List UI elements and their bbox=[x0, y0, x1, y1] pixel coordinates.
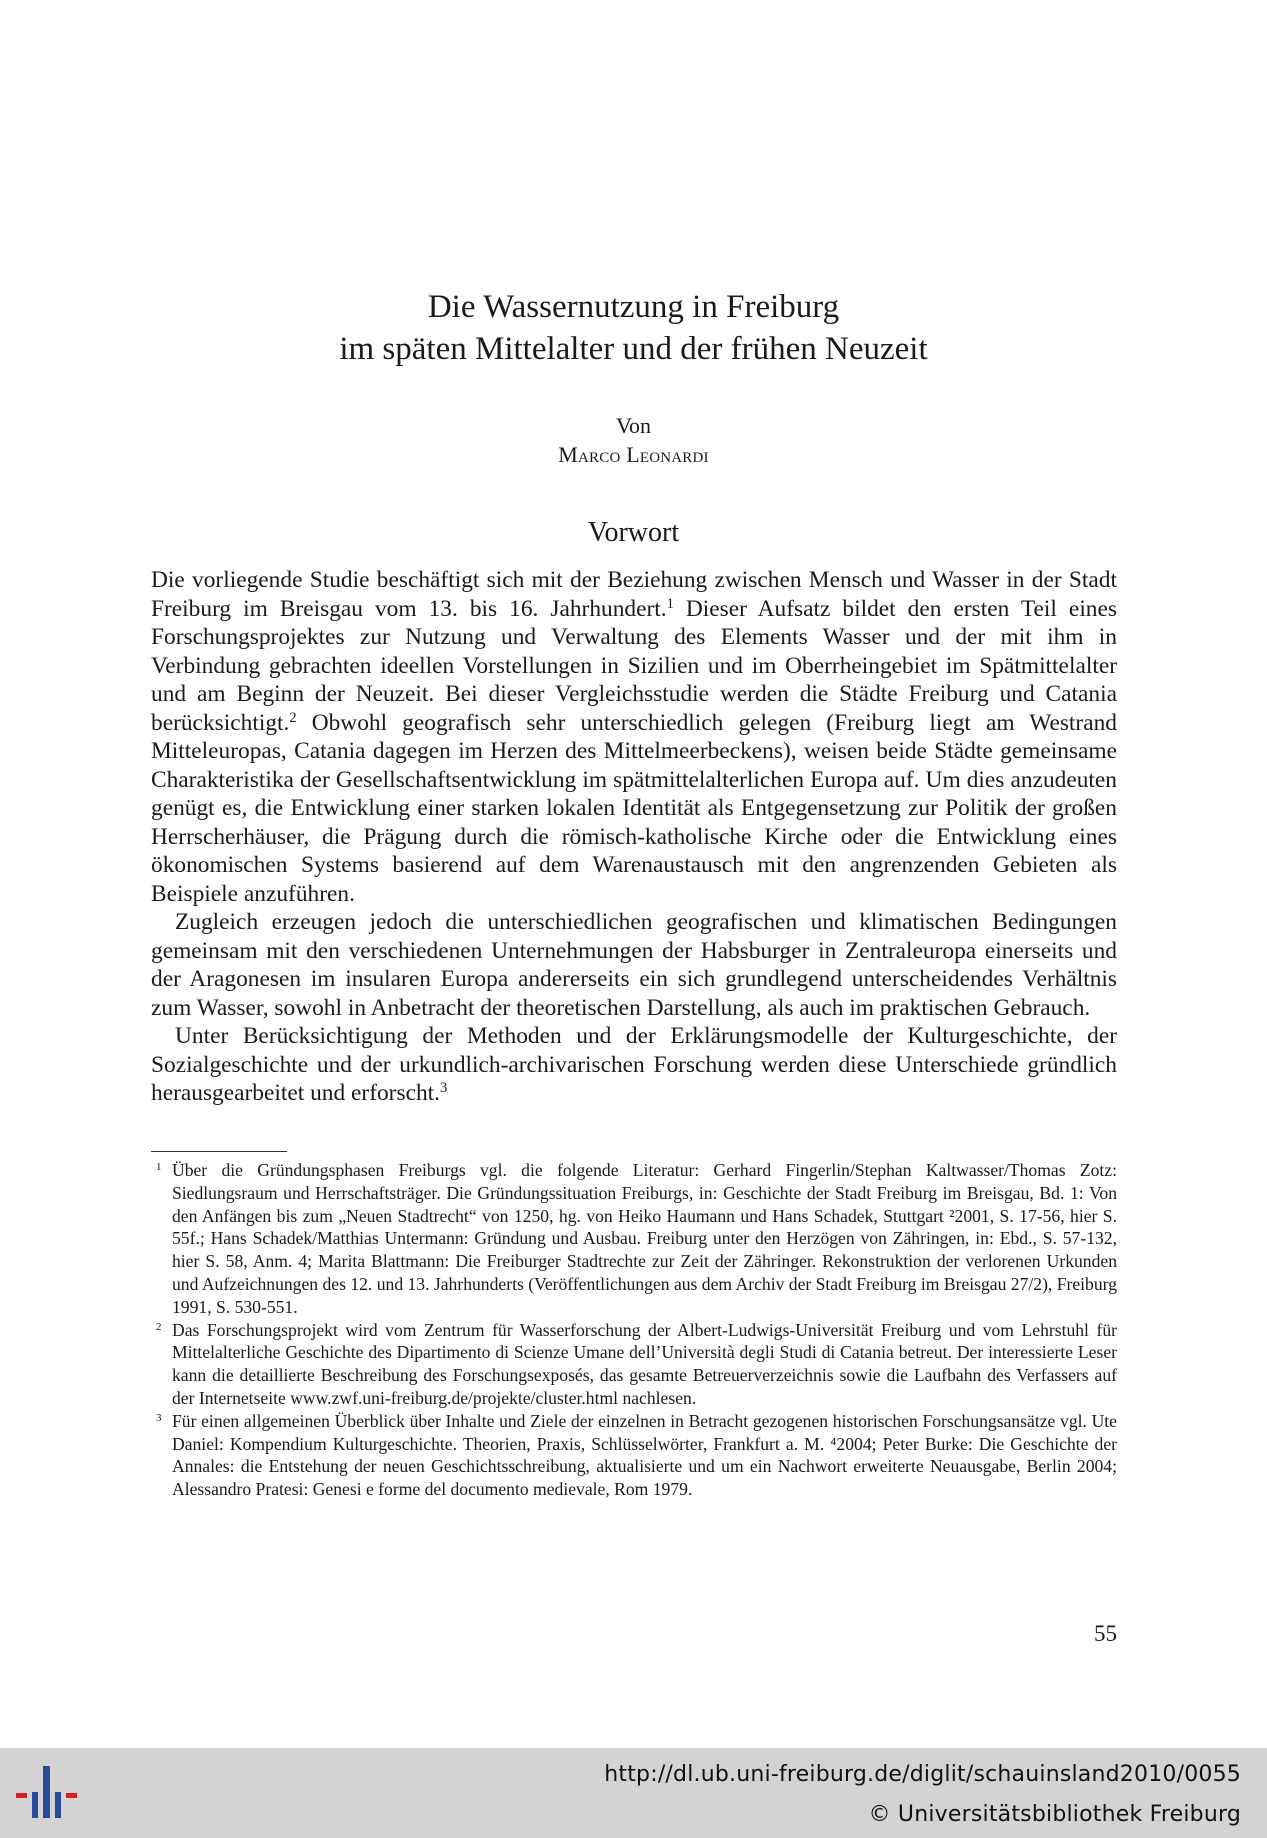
footnote-text: Das Forschungsprojekt wird vom Zentrum für Wasserforschung der Albert-Ludwigs-Universität Freiburg und vom Lehrstuhl für Mittelalterliche Geschichte des Dipartimento di Scienze Umane dell’Università degli Studi di Catania betreut. Der interessierte Leser kann die detaillierte Beschreibung des Forschungsexposés, das gesamte Betreuerverzeichnis sowie die Laufbahn des Verfassers auf der Internetseite www.zwf.uni-freiburg.de/projekte/cluster.html nachlesen. bbox=[172, 1319, 1117, 1408]
section-heading: Vorwort bbox=[587, 517, 680, 548]
article-title bbox=[150, 286, 1117, 370]
footnote-text: Über die Gründungsphasen Freiburgs vgl. die folgende Literatur: Gerhard Fingerlin/Stephan Kaltwasser/Thomas Zotz: Siedlungsraum und Herrschaftsträger. Die Gründungssituation Freiburgs, in: Geschichte der Stadt Freiburg im Breisgau, Bd. 1: Von den Anfängen bis zum „Neuen Stadtrecht“ von 1250, hg. von Heiko Haumann und Hans Schadek, Stuttgart ²2001, S. 17-56, hier S. 55f.; Hans Schadek/Matthias Untermann: Gründung und Ausbau. Freiburg unter den Herzögen von Zähringen, in: Ebd., S. 57-132, hier S. 58, Anm. 4; Marita Blattmann: Die Freiburger Stadtrechte zur Zeit der Zähringer. Rekonstruktion der verlorenen Urkunden und Aufzeichnungen des 12. und 13. Jahrhunderts (Veröffentlichungen aus dem Archiv der Stadt Freiburg im Breisgau 27/2), Freiburg 1991, S. 530-551. bbox=[172, 1160, 1117, 1317]
title-line-2: im späten Mittelalter und der frühen Neuzeit bbox=[339, 331, 928, 367]
title-line-1: Die Wassernutzung in Freiburg bbox=[427, 289, 840, 325]
paragraph-1 bbox=[151, 566, 1117, 908]
footnote-number: 3 bbox=[156, 1411, 162, 1424]
paragraph-1-part-a: Die vorliegende Studie beschäftigt sich mit der Beziehung zwischen Mensch und Wasser in der Stadt Freiburg im Breisgau vom 13. bis 16. Jahrhundert. bbox=[151, 567, 1117, 622]
ub-freiburg-logo-icon[interactable] bbox=[14, 1762, 80, 1822]
paragraph-3-text: Unter Berücksichtigung der Methoden und der Erklärungsmodelle der Kulturgeschichte, der Sozialgeschichte und der urkundlich-archivarischen Forschung werden diese Unterschiede gründlich herausgearbeitet und erforscht. bbox=[151, 1023, 1117, 1106]
footnote-ref-3[interactable]: 3 bbox=[440, 1080, 448, 1097]
footnote-3 bbox=[151, 1410, 1117, 1501]
copyright-notice: © Universitätsbibliothek Freiburg bbox=[868, 1802, 1241, 1827]
author-name: Marco Leonardi bbox=[558, 442, 709, 467]
body-text bbox=[151, 566, 1117, 1108]
library-footer-bar bbox=[0, 1748, 1267, 1838]
footnote-divider bbox=[151, 1151, 287, 1152]
footnote-ref-2[interactable]: 2 bbox=[289, 709, 297, 726]
footnote-number: 1 bbox=[156, 1161, 162, 1173]
paragraph-1-part-c: Obwohl geografisch sehr unterschiedlich gelegen (Freiburg liegt am Westrand Mitteleuropas, Catania dagegen im Herzen des Mittelmeerbeckens), weisen beide Städte gemeinsame Charakteristika der Gesellschaftsentwicklung im spätmittelalterlichen Europa auf. Um dies anzudeuten genügt es, die Entwicklung einer starken lokalen Identität als Entgegensetzung zur Politik der großen Herrscherhäuser, die Prägung durch die römisch-katholische Kirche oder die Entwicklung eines ökonomischen Systems basierend auf dem Warenaustausch mit den angrenzenden Gebieten als Beispiele anzuführen. bbox=[151, 709, 1117, 907]
footnote-2 bbox=[151, 1319, 1117, 1410]
source-url-link[interactable]: http://dl.ub.uni-freiburg.de/diglit/schauinsland2010/0055 bbox=[604, 1762, 1241, 1787]
byline-prefix: Von bbox=[615, 413, 652, 438]
footnote-1 bbox=[151, 1159, 1117, 1319]
footnote-number: 2 bbox=[156, 1320, 162, 1333]
page-number: 55 bbox=[1094, 1621, 1117, 1646]
paragraph-2: Zugleich erzeugen jedoch die unterschiedlichen geografischen und klimatischen Bedingungen gemeinsam mit den verschiedenen Unternehmungen der Habsburger in Zentraleuropa einerseits und der Aragonesen im insularen Europa andererseits ein sich grundlegend unterscheidendes Verhältnis zum Wasser, sowohl in Anbetracht der theoretischen Darstellung, als auch im praktischen Gebrauch. bbox=[151, 909, 1117, 1021]
footnote-text: Für einen allgemeinen Überblick über Inhalte und Ziele der einzelnen in Betracht gezogenen historischen Forschungsansätze vgl. Ute Daniel: Kompendium Kulturgeschichte. Theorien, Praxis, Schlüsselwörter, Frankfurt a. M. ⁴2004; Peter Burke: Die Geschichte der Annales: die Entstehung der neuen Geschichtsschreibung, aktualisierte und um ein Nachwort erweiterte Neuausgabe, Berlin 2004; Alessandro Pratesi: Genesi e forme del documento medievale, Rom 1979. bbox=[172, 1410, 1117, 1500]
footnote-ref-1[interactable]: 1 bbox=[666, 595, 674, 612]
paragraph-1-part-b: Dieser Aufsatz bildet den ersten Teil eines Forschungsprojektes zur Nutzung und Verwaltung des Elements Wasser und der mit ihm in Verbindung gebrachten ideellen Vorstellungen in Sizilien und im Oberrheingebiet im Spätmittelalter und am Beginn der Neuzeit. Bei dieser Vergleichsstudie werden die Städte Freiburg und Catania berücksichtigt. bbox=[151, 595, 1117, 736]
paragraph-3 bbox=[151, 1022, 1117, 1108]
footnotes bbox=[151, 1159, 1117, 1501]
